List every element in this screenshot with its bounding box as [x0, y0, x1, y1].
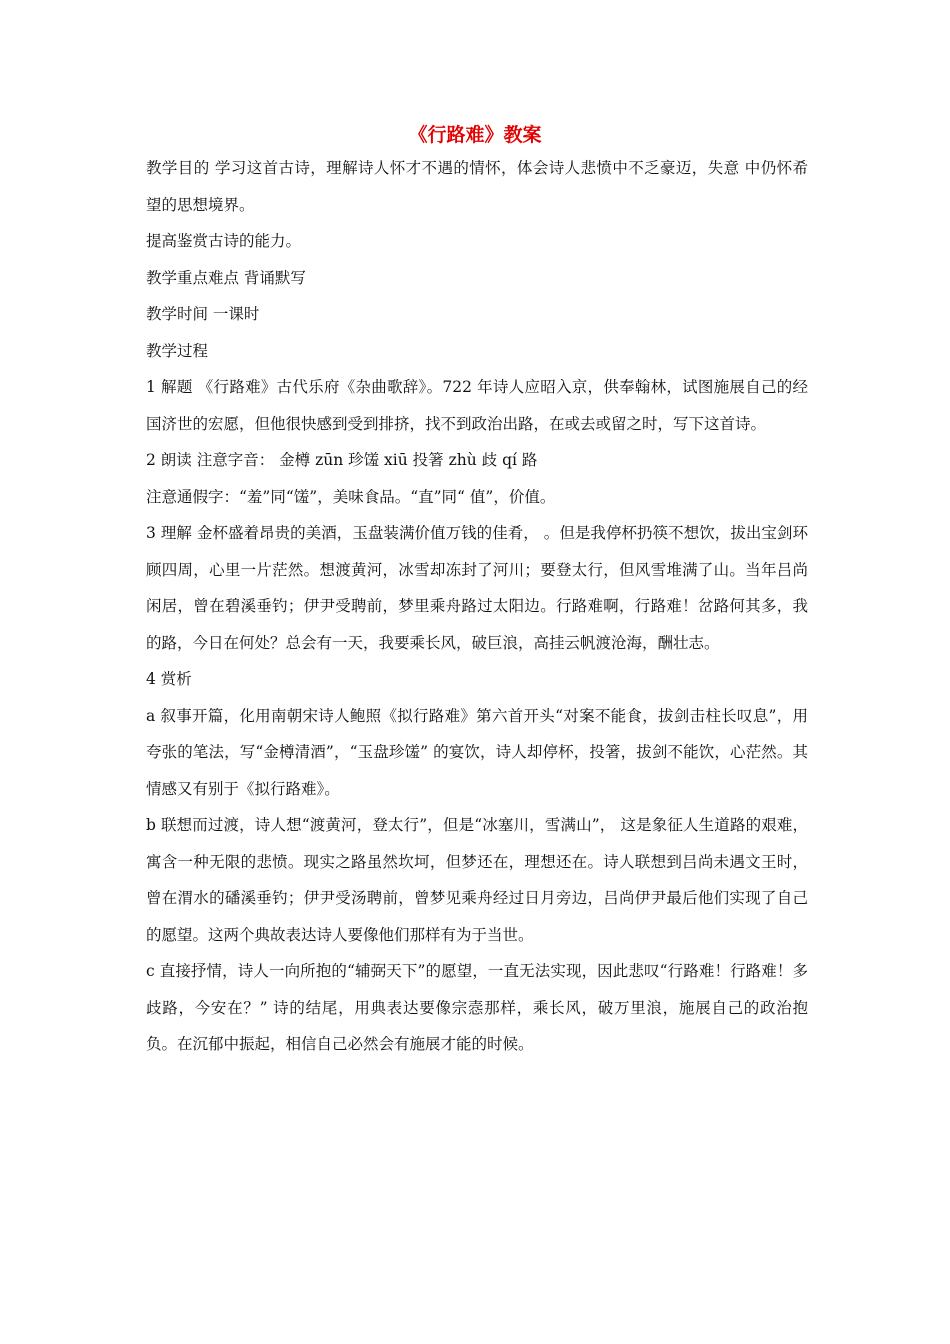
paragraph-key-points: 教学重点难点 背诵默写 [146, 268, 306, 287]
document-body [146, 150, 808, 1063]
document-title: 《行路难》教案 [408, 124, 542, 146]
paragraph-loan-characters: 注意通假字：“羞”同“馐”，美味食品。“直”同“ 值”，价值。 [146, 487, 556, 506]
paragraph-teaching-time: 教学时间 一课时 [146, 305, 260, 323]
paragraph-understanding: 3 理解 金杯盛着昂贵的美酒，玉盘装满价值万钱的佳肴， 。但是我停杯扔筷不想饮，拔出宝剑环顾四周，心里一片茫然。想渡黄河，冰雪却冻封了河川；要登太行，但风雪堆满了山。当年吕尚闲居，曾在碧溪垂钓；伊尹受聘前，梦里乘舟路过太阳边。行路难啊，行路难！岔路何其多，我的路，今日在何处？总会有一天，我要乘长风，破巨浪，高挂云帆渡沧海，酬壮志。 [146, 524, 808, 652]
paragraph-ability: 提高鉴赏古诗的能力。 [146, 232, 302, 250]
paragraph-reading-pronunciation: 2 朗读 注意字音： 金樽 zūn 珍馐 xiū 投箸 zhù 歧 qí 路 [146, 451, 538, 469]
paragraph-explain-title: 1 解题 《行路难》古代乐府《杂曲歌辞》。722 年诗人应昭入京，供奉翰林，试图施展自己的经国济世的宏愿，但他很快感到受到排挤，找不到政治出路，在或去或留之时，写下这首诗。 [146, 378, 808, 433]
paragraph-appreciation-b: b 联想而过渡，诗人想“渡黄河，登太行”，但是“冰塞川，雪满山”， 这是象征人生道路的艰难，寓含一种无限的悲愤。现实之路虽然坎坷，但梦还在，理想还在。诗人联想到吕尚未遇文王时，曾在渭水的磻溪垂钓；伊尹受汤聘前，曾梦见乘舟经过日月旁边，吕尚伊尹最后他们实现了自己的愿望。这两个典故表达诗人要像他们那样有为于当世。 [146, 816, 808, 944]
paragraph-teaching-process: 教学过程 [146, 341, 209, 360]
paragraph-appreciation-heading: 4 赏析 [146, 670, 192, 688]
paragraph-appreciation-c: c 直接抒情，诗人一向所抱的“辅弼天下”的愿望，一直无法实现，因此悲叹“行路难！行路难！多歧路，今安在？” 诗的结尾，用典表达要像宗悫那样，乘长风，破万里浪，施展自己的政治抱负。在沉郁中振起，相信自己必然会有施展才能的时候。 [146, 962, 808, 1053]
paragraph-appreciation-a: a 叙事开篇，化用南朝宋诗人鲍照《拟行路难》第六首开头“对案不能食，拔剑击柱长叹息”，用夸张的笔法，写“金樽清酒”，“玉盘珍馐” 的宴饮，诗人却停杯，投箸，拔剑不能饮，心茫然。其情感又有别于《拟行路难》。 [146, 706, 808, 798]
paragraph-teaching-objective: 教学目的 学习这首古诗，理解诗人怀才不遇的情怀，体会诗人悲愤中不乏豪迈，失意 中仍怀希 望的思想境界。 [146, 159, 808, 214]
